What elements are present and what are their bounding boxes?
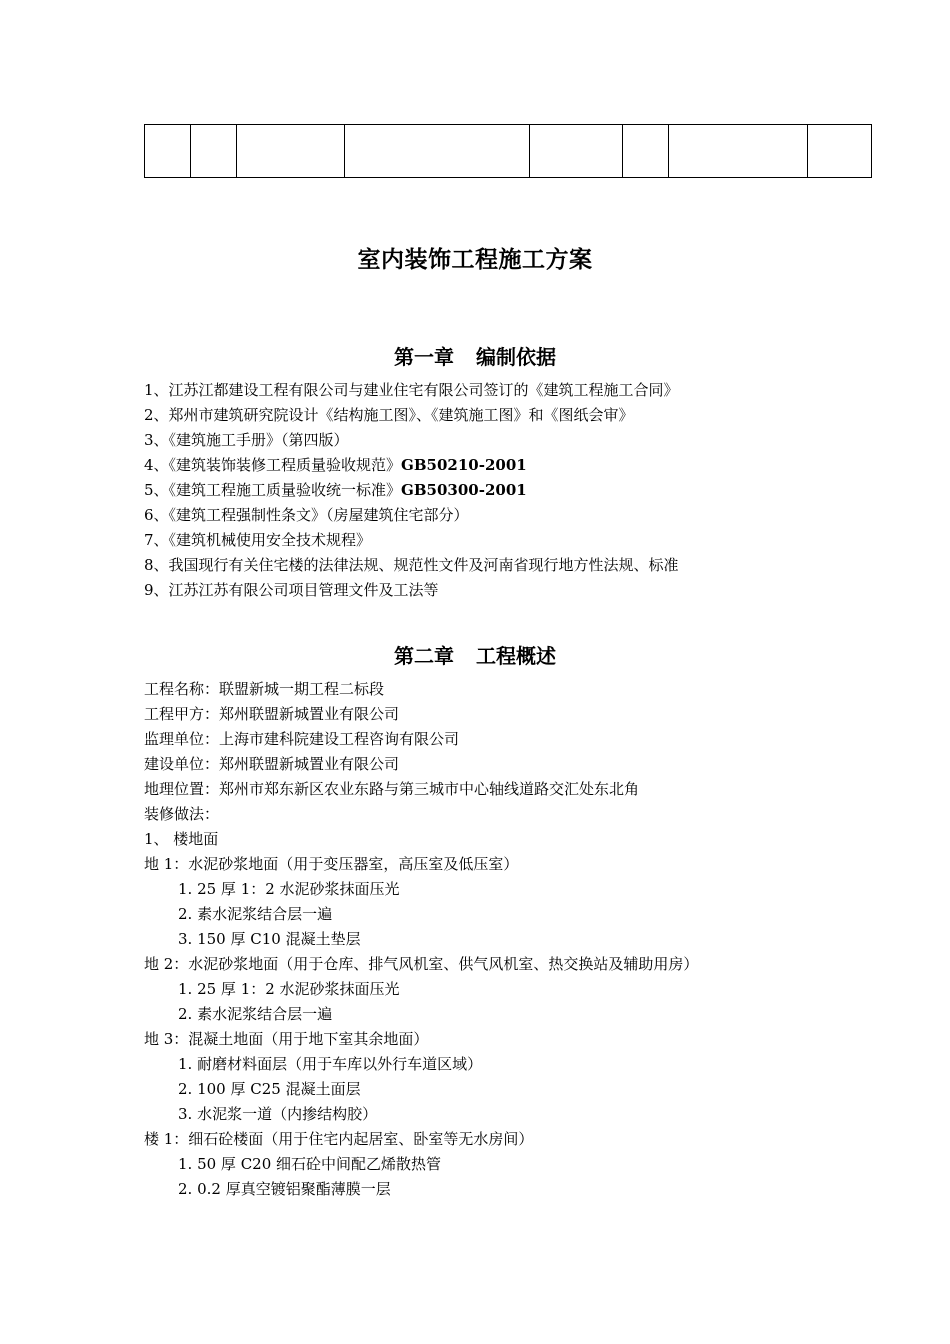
list-item: 8、我国现行有关住宅楼的法律法规、规范性文件及河南省现行地方性法规、标准 <box>144 556 679 574</box>
info-line: 工程名称：联盟新城一期工程二标段 <box>144 680 385 698</box>
chapter-1-list <box>144 378 884 603</box>
spec-step: 1. 耐磨材料面层（用于车库以外行车道区域） <box>178 1055 483 1073</box>
standard-code: GB50300-2001 <box>401 481 527 499</box>
table-cell <box>530 125 623 178</box>
table-cell <box>345 125 530 178</box>
info-line: 工程甲方：郑州联盟新城置业有限公司 <box>144 705 400 723</box>
info-line: 装修做法： <box>144 805 220 823</box>
chapter-name: 工程概述 <box>476 644 556 668</box>
chapter-1-heading <box>0 341 950 370</box>
spec-heading: 地 3：混凝土地面（用于地下室其余地面） <box>144 1030 429 1048</box>
chapter-number: 第一章 <box>394 345 454 369</box>
list-item: 3、《建筑施工手册》（第四版） <box>144 431 349 449</box>
list-item <box>144 478 884 503</box>
spec-step: 2. 素水泥浆结合层一遍 <box>178 1005 333 1023</box>
list-item: 9、江苏江苏有限公司项目管理文件及工法等 <box>144 581 439 599</box>
list-item: 2、郑州市建筑研究院设计《结构施工图》、《建筑施工图》和《图纸会审》 <box>144 406 634 424</box>
list-item-text: 5、《建筑工程施工质量验收统一标准》 <box>144 481 402 499</box>
table-cell <box>669 125 808 178</box>
header-table <box>144 124 872 178</box>
chapter-2-heading <box>0 640 950 669</box>
table-cell <box>237 125 345 178</box>
chapter-2-body <box>144 677 884 1202</box>
document-title: 室内装饰工程施工方案 <box>357 246 593 273</box>
spec-heading: 地 2：水泥砂浆地面（用于仓库、排气风机室、供气风机室、热交换站及辅助用房） <box>144 955 699 973</box>
spec-step: 2. 0.2 厚真空镀铝聚酯薄膜一层 <box>178 1180 391 1198</box>
spec-heading: 地 1：水泥砂浆地面（用于变压器室，高压室及低压室） <box>144 855 519 873</box>
info-line: 监理单位：上海市建科院建设工程咨询有限公司 <box>144 730 460 748</box>
spec-step: 1. 50 厚 C20 细石砼中间配乙烯散热管 <box>178 1155 442 1173</box>
table-row <box>145 125 872 178</box>
table-cell <box>145 125 191 178</box>
list-item <box>144 453 884 478</box>
standard-code: GB50210-2001 <box>401 456 527 474</box>
list-item-text: 4、《建筑装饰装修工程质量验收规范》 <box>144 456 402 474</box>
section-heading: 1、 楼地面 <box>144 830 219 848</box>
table-cell <box>808 125 872 178</box>
spec-step: 2. 100 厚 C25 混凝土面层 <box>178 1080 361 1098</box>
info-line: 地理位置：郑州市郑东新区农业东路与第三城市中心轴线道路交汇处东北角 <box>144 780 640 798</box>
spec-step: 2. 素水泥浆结合层一遍 <box>178 905 333 923</box>
chapter-name: 编制依据 <box>476 345 556 369</box>
list-item: 6、《建筑工程强制性条文》（房屋建筑住宅部分） <box>144 506 469 524</box>
list-item: 7、《建筑机械使用安全技术规程》 <box>144 531 372 549</box>
info-line: 建设单位：郑州联盟新城置业有限公司 <box>144 755 400 773</box>
spec-step: 1. 25 厚 1：2 水泥砂浆抹面压光 <box>178 880 400 898</box>
list-item: 1、江苏江都建设工程有限公司与建业住宅有限公司签订的《建筑工程施工合同》 <box>144 381 679 399</box>
spec-step: 1. 25 厚 1：2 水泥砂浆抹面压光 <box>178 980 400 998</box>
table-cell <box>191 125 237 178</box>
table-cell <box>623 125 669 178</box>
spec-step: 3. 水泥浆一道（内掺结构胶） <box>178 1105 378 1123</box>
spec-step: 3. 150 厚 C10 混凝土垫层 <box>178 930 361 948</box>
spec-heading: 楼 1：细石砼楼面（用于住宅内起居室、卧室等无水房间） <box>144 1130 534 1148</box>
chapter-number: 第二章 <box>394 644 454 668</box>
